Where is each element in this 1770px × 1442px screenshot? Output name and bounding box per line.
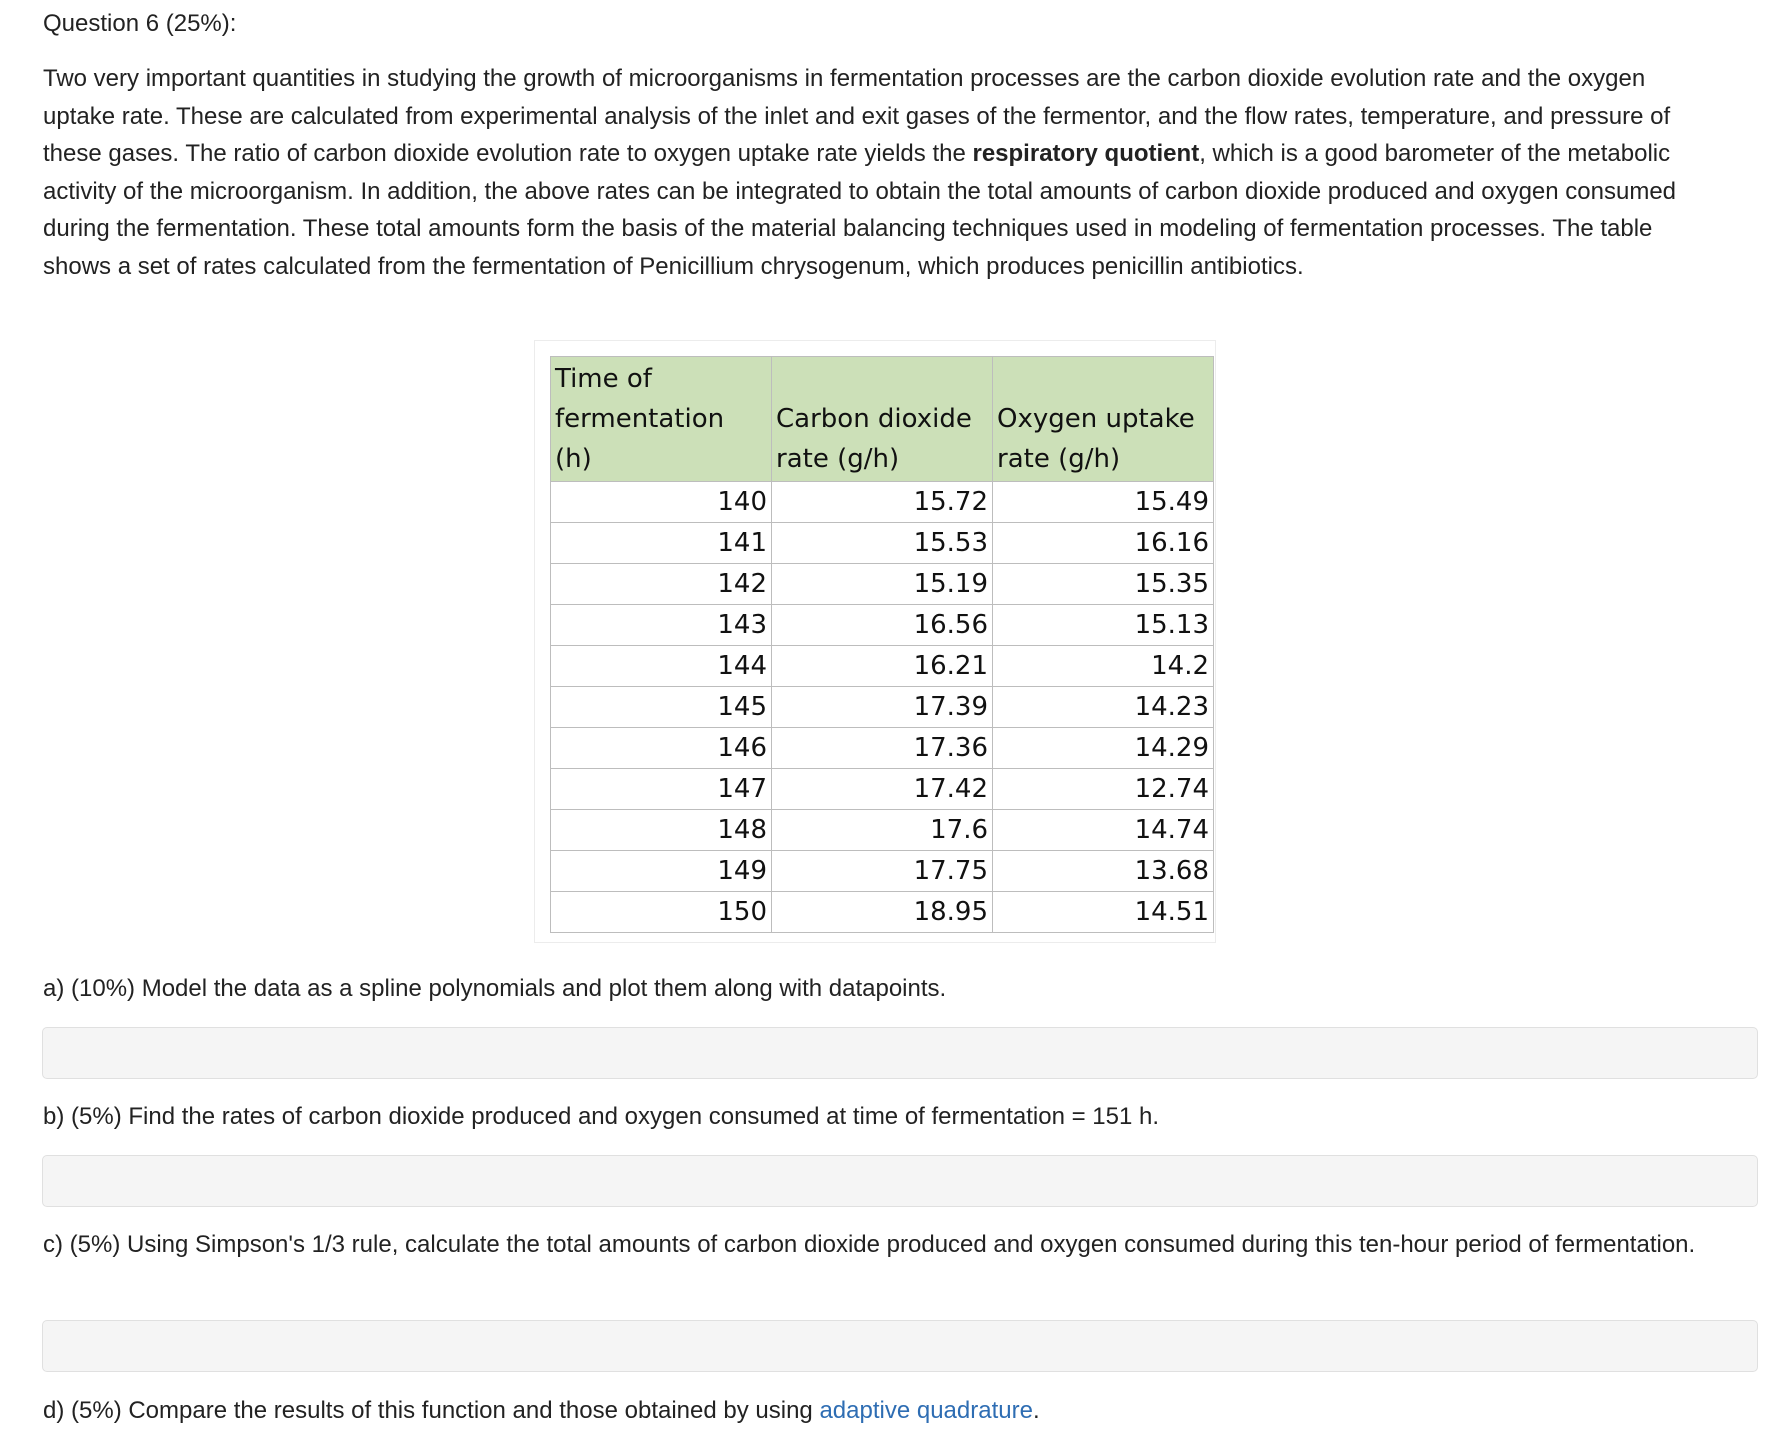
cell-co2: 17.6 [772, 810, 993, 851]
cell-time: 140 [551, 482, 772, 523]
question-title: Question 6 (25%): [43, 10, 237, 37]
table-header-row [551, 357, 1214, 482]
cell-o2: 15.13 [993, 605, 1214, 646]
cell-o2: 16.16 [993, 523, 1214, 564]
table-row [551, 605, 1214, 646]
question-c: c) (5%) Using Simpson's 1/3 rule, calculate the total amounts of carbon dioxide produced and oxygen consumed during this ten-hour period of fermentation. [43, 1231, 1696, 1258]
question-b: b) (5%) Find the rates of carbon dioxide produced and oxygen consumed at time of fermentation = 151 h. [43, 1103, 1159, 1130]
header-co2-rate: Carbon dioxide rate (g/h) [772, 357, 993, 482]
table-row [551, 646, 1214, 687]
question-a: a) (10%) Model the data as a spline polynomials and plot them along with datapoints. [43, 975, 947, 1002]
header-time: Time of fermentation (h) [551, 357, 772, 482]
cell-time: 150 [551, 892, 772, 933]
table-row [551, 728, 1214, 769]
table-row [551, 687, 1214, 728]
cell-co2: 17.75 [772, 851, 993, 892]
cell-co2: 17.39 [772, 687, 993, 728]
cell-o2: 14.74 [993, 810, 1214, 851]
cell-co2: 15.72 [772, 482, 993, 523]
cell-o2: 14.23 [993, 687, 1214, 728]
cell-time: 146 [551, 728, 772, 769]
question-d-end: . [1032, 1397, 1040, 1424]
cell-time: 142 [551, 564, 772, 605]
intro-text-after: , which is a good barometer of the metabolic activity of the microorganism. In addition, the above rates can be integrated to obtain the total amounts of carbon dioxide produced and oxygen consumed during the fermentation. These total amounts form the basis of the material balancing techniques used in modeling of fermentation processes. The table shows a set of rates calculated from the fermentation of Penicillium chrysogenum, which produces penicillin antibiotics. [43, 140, 1677, 280]
intro-bold-term: respiratory quotient [972, 140, 1200, 168]
cell-time: 143 [551, 605, 772, 646]
table-row [551, 523, 1214, 564]
adaptive-quadrature-link[interactable]: adaptive quadrature [819, 1397, 1033, 1424]
cell-o2: 14.29 [993, 728, 1214, 769]
question-d-text: d) (5%) Compare the results of this function and those obtained by using [43, 1397, 820, 1424]
question-d [43, 1392, 1723, 1430]
table-row [551, 892, 1214, 933]
cell-o2: 12.74 [993, 769, 1214, 810]
cell-o2: 15.49 [993, 482, 1214, 523]
cell-co2: 17.36 [772, 728, 993, 769]
cell-o2: 14.51 [993, 892, 1214, 933]
table-row [551, 851, 1214, 892]
cell-o2: 15.35 [993, 564, 1214, 605]
cell-o2: 14.2 [993, 646, 1214, 687]
cell-time: 141 [551, 523, 772, 564]
answer-box-a[interactable] [42, 1027, 1758, 1079]
cell-co2: 17.42 [772, 769, 993, 810]
cell-time: 148 [551, 810, 772, 851]
intro-text-before: Two very important quantities in studying the growth of microorganisms in fermentation processes are the carbon dioxide evolution rate and the oxygen uptake rate. These are calculated from experimental analysis of the inlet and exit gases of the fermentor, and the flow rates, temperature, and pressure of these gases. The ratio of carbon dioxide evolution rate to oxygen uptake rate yields the [43, 65, 1671, 168]
cell-time: 149 [551, 851, 772, 892]
data-table-container [534, 340, 1216, 943]
cell-co2: 15.53 [772, 523, 993, 564]
table-row [551, 564, 1214, 605]
answer-box-c[interactable] [42, 1320, 1758, 1372]
cell-o2: 13.68 [993, 851, 1214, 892]
intro-paragraph [43, 60, 1723, 286]
table-row [551, 810, 1214, 851]
cell-time: 147 [551, 769, 772, 810]
cell-co2: 18.95 [772, 892, 993, 933]
header-o2-rate: Oxygen uptake rate (g/h) [993, 357, 1214, 482]
cell-co2: 15.19 [772, 564, 993, 605]
cell-co2: 16.21 [772, 646, 993, 687]
answer-box-b[interactable] [42, 1155, 1758, 1207]
fermentation-rates-table [550, 356, 1214, 933]
cell-co2: 16.56 [772, 605, 993, 646]
table-row [551, 769, 1214, 810]
cell-time: 144 [551, 646, 772, 687]
table-row [551, 482, 1214, 523]
cell-time: 145 [551, 687, 772, 728]
